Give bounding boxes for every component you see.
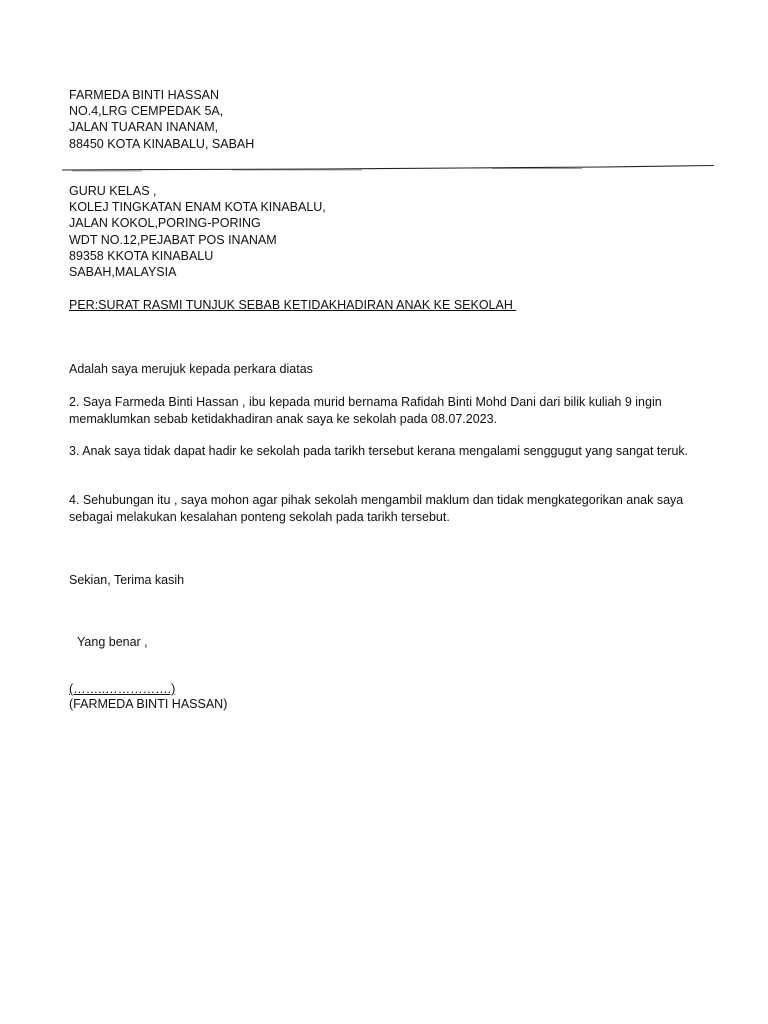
sender-address xyxy=(69,87,254,152)
recipient-address-line-5: SABAH,MALAYSIA xyxy=(69,265,177,280)
recipient-title: GURU KELAS , xyxy=(69,184,157,198)
sender-address-line-2: JALAN TUARAN INANAM, xyxy=(69,120,219,135)
sender-name: FARMEDA BINTI HASSAN xyxy=(69,88,220,102)
opening-paragraph: Adalah saya merujuk kepada perkara diatas xyxy=(69,362,313,376)
letter-subject: PER:SURAT RASMI TUNJUK SEBAB KETIDAKHADIRAN ANAK KE SEKOLAH xyxy=(69,298,517,312)
paragraph-4: 4. Sehubungan itu , saya mohon agar pihak sekolah mengambil maklum dan tidak mengkategorikan anak saya sebagai melakukan kesalahan ponteng sekolah pada tarikh tersebut. xyxy=(69,493,684,524)
signature-name: (FARMEDA BINTI HASSAN) xyxy=(69,697,228,711)
address-divider xyxy=(62,160,714,174)
recipient-address-line-2: JALAN KOKOL,PORING-PORING xyxy=(69,216,261,231)
sign-off: Sekian, Terima kasih xyxy=(69,573,185,587)
recipient-address-line-4: 89358 KKOTA KINABALU xyxy=(69,248,214,263)
paragraph-3: 3. Anak saya tidak dapat hadir ke sekolah pada tarikh tersebut kerana mengalami senggugut yang sangat teruk. xyxy=(69,444,689,458)
recipient-address-line-1: KOLEJ TINGKATAN ENAM KOTA KINABALU, xyxy=(69,200,326,215)
yours-truly: Yang benar , xyxy=(77,635,148,649)
recipient-address-line-3: WDT NO.12,PEJABAT POS INANAM xyxy=(69,232,277,247)
sender-address-line-1: NO.4,LRG CEMPEDAK 5A, xyxy=(69,104,224,119)
signature-line: (……..…………….) xyxy=(69,682,176,696)
paragraph-2: 2. Saya Farmeda Binti Hassan , ibu kepada murid bernama Rafidah Binti Mohd Dani dari bilik kuliah 9 ingin memaklumkan sebab ketidakhadiran anak saya ke sekolah pada 08.07.2023. xyxy=(69,395,662,426)
sender-address-line-3: 88450 KOTA KINABALU, SABAH xyxy=(69,136,255,151)
recipient-address xyxy=(69,183,326,280)
